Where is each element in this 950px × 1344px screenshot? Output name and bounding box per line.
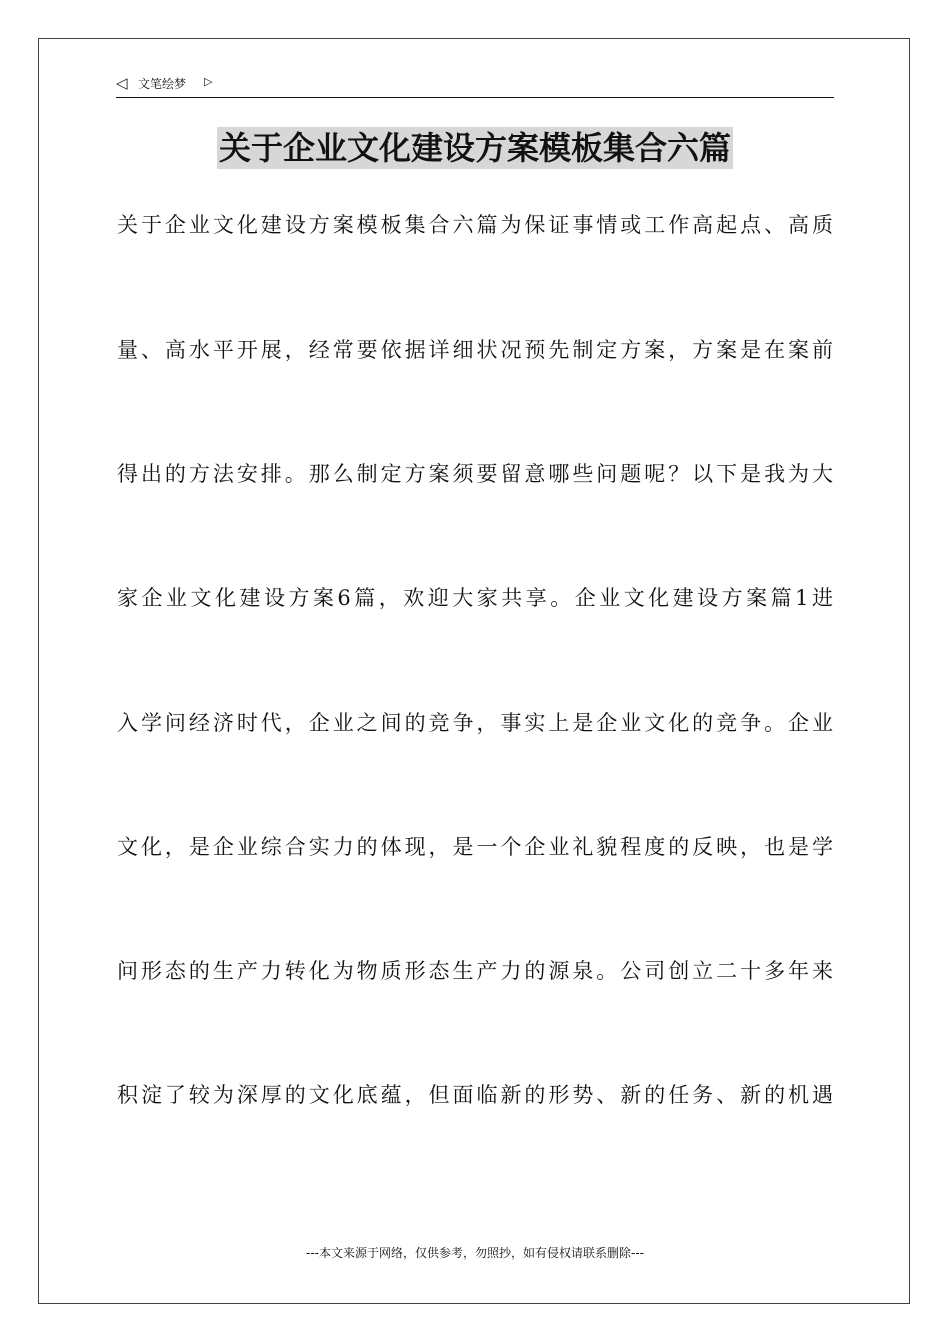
body-line: 得出的方法安排。那么制定方案须要留意哪些问题呢？以下是我为大 [117,462,833,486]
body-line: 积淀了较为深厚的文化底蕴，但面临新的形势、新的任务、新的机遇 [117,1083,833,1107]
document-title: 关于企业文化建设方案模板集合六篇 [218,129,731,167]
page-header [116,72,834,98]
body-line: 文化，是企业综合实力的体现，是一个企业礼貌程度的反映，也是学 [117,835,833,859]
body-line: 家企业文化建设方案6篇，欢迎大家共享。企业文化建设方案篇1进 [117,586,833,610]
body-line: 关于企业文化建设方案模板集合六篇为保证事情或工作高起点、高质 [117,213,833,237]
body-line: 问形态的生产力转化为物质形态生产力的源泉。公司创立二十多年来 [117,959,833,983]
body-line: 量、高水平开展，经常要依据详细状况预先制定方案，方案是在案前 [117,338,833,362]
triangle-right-icon: ▷ [204,75,213,88]
footer-disclaimer: ---本文来源于网络，仅供参考，勿照抄，如有侵权请联系删除--- [306,1246,644,1260]
body-line: 入学问经济时代，企业之间的竞争，事实上是企业文化的竞争。企业 [117,711,833,735]
header-brand: 文笔绘梦 [138,77,187,91]
title-container [0,127,950,169]
triangle-left-icon: ◁ [116,74,128,92]
